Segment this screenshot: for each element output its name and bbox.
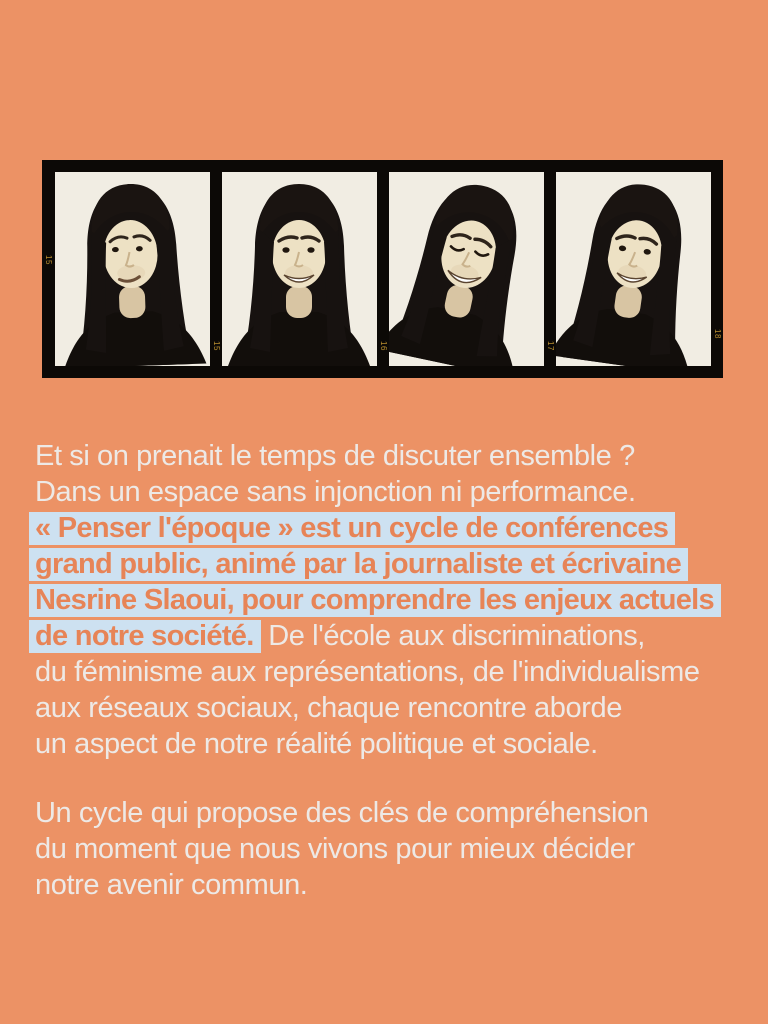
text-line <box>35 867 745 903</box>
closing-paragraph <box>35 795 745 903</box>
text-line <box>35 510 745 546</box>
text-line <box>35 618 745 654</box>
text-segment: Dans un espace sans injonction ni performance. <box>35 476 636 508</box>
text-line <box>35 831 745 867</box>
text-segment: du moment que nous vivons pour mieux décider <box>35 833 635 865</box>
portrait-frame-3 <box>389 172 544 366</box>
text-segment: aux réseaux sociaux, chaque rencontre aborde <box>35 692 622 724</box>
text-segment: notre avenir commun. <box>35 869 308 901</box>
text-segment: Un cycle qui propose des clés de compréhension <box>35 797 649 829</box>
portrait-frame-4 <box>556 172 711 366</box>
text-segment: De l'école aux discriminations, <box>260 620 645 652</box>
film-frame-number: 15 <box>211 341 221 351</box>
text-segment: du féminisme aux représentations, de l'individualisme <box>35 656 700 688</box>
portrait-smiling-tilted <box>556 172 711 366</box>
text-segment: un aspect de notre réalité politique et sociale. <box>35 728 598 760</box>
contact-sheet <box>42 160 723 378</box>
portrait-frame-1 <box>55 172 210 366</box>
intro-paragraph <box>35 438 745 762</box>
text-line <box>35 474 745 510</box>
body-copy <box>35 438 745 903</box>
film-frame-number: 18 <box>713 329 723 339</box>
film-frame-number: 17 <box>545 341 555 351</box>
highlighted-text-segment: grand public, animé par la journaliste et écrivaine <box>29 548 688 581</box>
highlighted-text-segment: « Penser l'époque » est un cycle de conférences <box>29 512 675 545</box>
text-line <box>35 726 745 762</box>
portrait-smiling <box>222 172 377 366</box>
portrait-laughing <box>389 172 544 366</box>
film-frame-number: 16 <box>378 341 388 351</box>
text-line <box>35 654 745 690</box>
text-line <box>35 546 745 582</box>
highlighted-text-segment: de notre société. <box>29 620 261 653</box>
portrait-frame-2 <box>222 172 377 366</box>
text-line <box>35 690 745 726</box>
text-line <box>35 795 745 831</box>
text-line <box>35 582 745 618</box>
highlighted-text-segment: Nesrine Slaoui, pour comprendre les enjeux actuels <box>29 584 721 617</box>
film-frame-number: 15 <box>43 255 53 265</box>
portrait-skeptical <box>55 172 210 366</box>
text-line <box>35 438 745 474</box>
text-segment: Et si on prenait le temps de discuter ensemble ? <box>35 440 635 472</box>
